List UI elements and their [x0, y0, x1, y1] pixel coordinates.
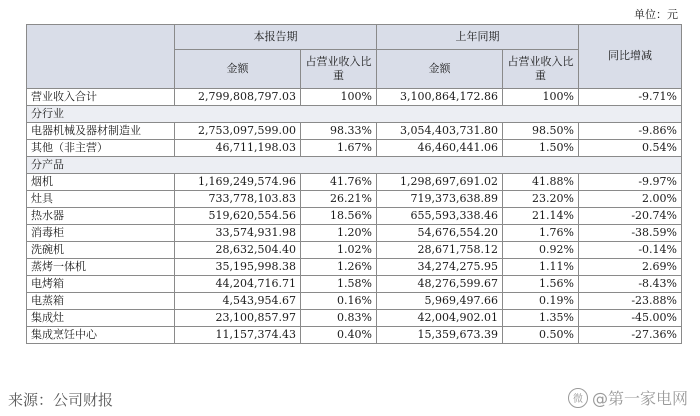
yoy-change-cell: -8.43%	[579, 276, 682, 293]
row-label: 其他（非主营）	[27, 140, 175, 157]
prior-share-cell: 23.20%	[503, 191, 579, 208]
current-amount-cell: 46,711,198.03	[175, 140, 301, 157]
row-label: 集成烹饪中心	[27, 327, 175, 344]
header-current-period: 本报告期	[175, 25, 377, 50]
table-row	[27, 174, 682, 191]
current-share-cell: 1.67%	[301, 140, 377, 157]
prior-share-cell: 21.14%	[503, 208, 579, 225]
weibo-logo-icon: 微	[568, 388, 588, 408]
prior-amount-cell: 28,671,758.12	[377, 242, 503, 259]
prior-share-cell: 1.35%	[503, 310, 579, 327]
current-share-cell: 1.02%	[301, 242, 377, 259]
table-row	[27, 208, 682, 225]
header-current-share: 占营业收入比重	[301, 50, 377, 89]
row-label: 热水器	[27, 208, 175, 225]
prior-share-cell: 1.11%	[503, 259, 579, 276]
table-row	[27, 140, 682, 157]
yoy-change-cell: 2.00%	[579, 191, 682, 208]
watermark-text: @第一家电网	[591, 389, 688, 408]
table-body	[27, 89, 682, 344]
row-label: 电器机械及器材制造业	[27, 123, 175, 140]
header-row-periods	[27, 25, 682, 50]
row-label: 灶具	[27, 191, 175, 208]
yoy-change-cell: -38.59%	[579, 225, 682, 242]
table-row	[27, 89, 682, 106]
yoy-change-cell: 0.54%	[579, 140, 682, 157]
current-amount-cell: 35,195,998.38	[175, 259, 301, 276]
table-row	[27, 259, 682, 276]
current-amount-cell: 11,157,374.43	[175, 327, 301, 344]
row-label: 电蒸箱	[27, 293, 175, 310]
prior-amount-cell: 34,274,275.95	[377, 259, 503, 276]
table-row	[27, 123, 682, 140]
prior-share-cell: 0.92%	[503, 242, 579, 259]
current-amount-cell: 733,778,103.83	[175, 191, 301, 208]
prior-amount-cell: 1,298,697,691.02	[377, 174, 503, 191]
yoy-change-cell: -9.71%	[579, 89, 682, 106]
prior-amount-cell: 46,460,441.06	[377, 140, 503, 157]
current-share-cell: 41.76%	[301, 174, 377, 191]
yoy-change-cell: -9.97%	[579, 174, 682, 191]
prior-amount-cell: 42,004,902.01	[377, 310, 503, 327]
current-amount-cell: 1,169,249,574.96	[175, 174, 301, 191]
prior-share-cell: 98.50%	[503, 123, 579, 140]
prior-share-cell: 1.76%	[503, 225, 579, 242]
current-share-cell: 18.56%	[301, 208, 377, 225]
table-row	[27, 276, 682, 293]
prior-amount-cell: 655,593,338.46	[377, 208, 503, 225]
prior-amount-cell: 15,359,673.39	[377, 327, 503, 344]
current-share-cell: 0.83%	[301, 310, 377, 327]
yoy-change-cell: -0.14%	[579, 242, 682, 259]
header-current-amount: 金额	[175, 50, 301, 89]
row-label: 蒸烤一体机	[27, 259, 175, 276]
prior-amount-cell: 3,054,403,731.80	[377, 123, 503, 140]
current-amount-cell: 519,620,554.56	[175, 208, 301, 225]
prior-share-cell: 0.50%	[503, 327, 579, 344]
yoy-change-cell: -45.00%	[579, 310, 682, 327]
row-label: 营业收入合计	[27, 89, 175, 106]
section-label: 分行业	[27, 106, 682, 123]
header-prior-amount: 金额	[377, 50, 503, 89]
prior-amount-cell: 5,969,497.66	[377, 293, 503, 310]
prior-share-cell: 0.19%	[503, 293, 579, 310]
yoy-change-cell: -20.74%	[579, 208, 682, 225]
watermark	[568, 386, 688, 409]
current-share-cell: 0.16%	[301, 293, 377, 310]
table-row	[27, 293, 682, 310]
prior-amount-cell: 54,676,554.20	[377, 225, 503, 242]
current-share-cell: 26.21%	[301, 191, 377, 208]
prior-share-cell: 100%	[503, 89, 579, 106]
current-amount-cell: 23,100,857.97	[175, 310, 301, 327]
header-prior-share: 占营业收入比重	[503, 50, 579, 89]
current-amount-cell: 33,574,931.98	[175, 225, 301, 242]
section-row	[27, 106, 682, 123]
current-amount-cell: 2,799,808,797.03	[175, 89, 301, 106]
table-row	[27, 310, 682, 327]
current-share-cell: 1.58%	[301, 276, 377, 293]
table-row	[27, 225, 682, 242]
yoy-change-cell: 2.69%	[579, 259, 682, 276]
row-label: 消毒柜	[27, 225, 175, 242]
yoy-change-cell: -27.36%	[579, 327, 682, 344]
table-row	[27, 327, 682, 344]
header-yoy-change: 同比增减	[579, 25, 682, 89]
prior-share-cell: 41.88%	[503, 174, 579, 191]
section-row	[27, 157, 682, 174]
header-prior-period: 上年同期	[377, 25, 579, 50]
prior-amount-cell: 48,276,599.67	[377, 276, 503, 293]
section-label: 分产品	[27, 157, 682, 174]
prior-share-cell: 1.56%	[503, 276, 579, 293]
current-amount-cell: 44,204,716.71	[175, 276, 301, 293]
table-row	[27, 191, 682, 208]
header-blank	[27, 25, 175, 89]
row-label: 电烤箱	[27, 276, 175, 293]
prior-amount-cell: 719,373,638.89	[377, 191, 503, 208]
source-caption: 来源：公司财报	[8, 391, 114, 409]
row-label: 集成灶	[27, 310, 175, 327]
revenue-table	[26, 24, 682, 344]
current-share-cell: 0.40%	[301, 327, 377, 344]
yoy-change-cell: -23.88%	[579, 293, 682, 310]
current-amount-cell: 4,543,954.67	[175, 293, 301, 310]
current-share-cell: 1.20%	[301, 225, 377, 242]
prior-amount-cell: 3,100,864,172.86	[377, 89, 503, 106]
yoy-change-cell: -9.86%	[579, 123, 682, 140]
current-share-cell: 1.26%	[301, 259, 377, 276]
row-label: 洗碗机	[27, 242, 175, 259]
current-amount-cell: 2,753,097,599.00	[175, 123, 301, 140]
unit-label: 单位：元	[634, 8, 678, 21]
current-share-cell: 98.33%	[301, 123, 377, 140]
current-share-cell: 100%	[301, 89, 377, 106]
current-amount-cell: 28,632,504.40	[175, 242, 301, 259]
row-label: 烟机	[27, 174, 175, 191]
prior-share-cell: 1.50%	[503, 140, 579, 157]
table-row	[27, 242, 682, 259]
